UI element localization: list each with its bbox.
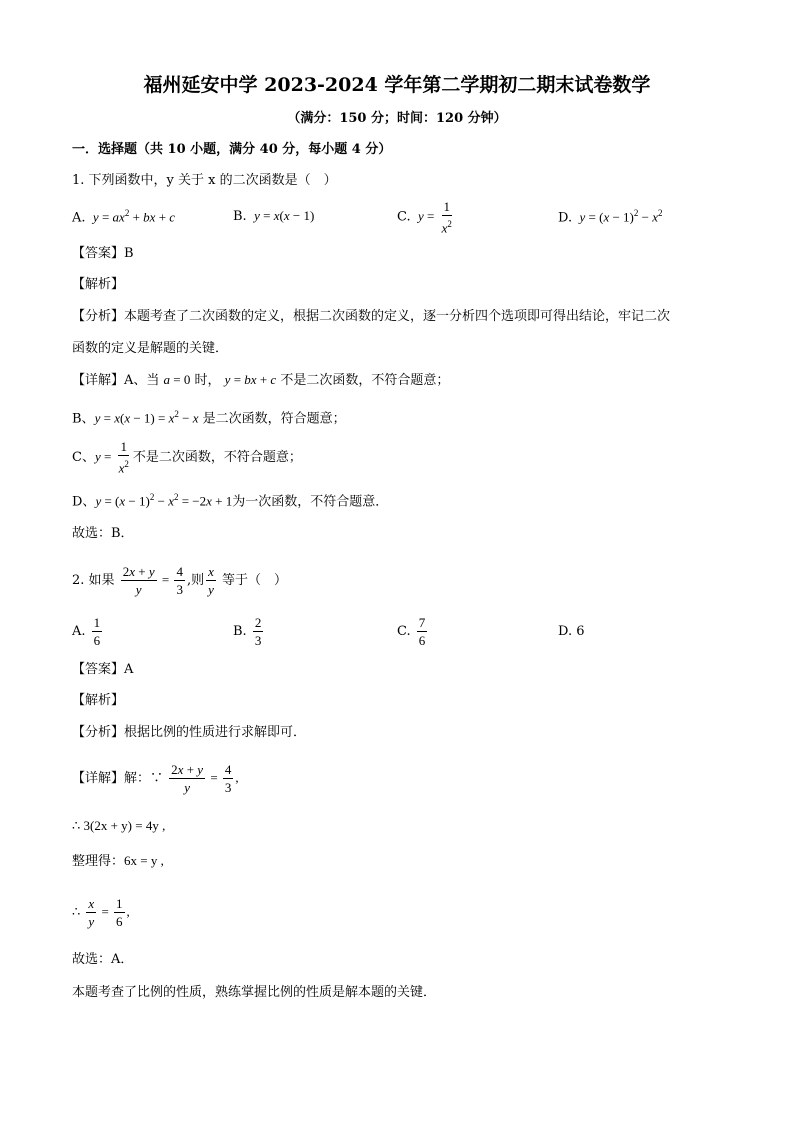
q1-answer: 【答案】B: [72, 246, 134, 261]
q1-detail-d: D、$y = (x - 1)^2 - x^2 = -2x + 1$为一次函数，不符合题意．: [72, 492, 389, 510]
q2-detail: 【详解】解：∵ $\frac{2x + y}{y}$ = $\frac{4}{3}$ ,: [72, 762, 239, 795]
q1-analysis-tag: 【解析】: [72, 277, 125, 292]
section-heading: 一．选择题（共 10 小题，满分 40 分，每小题 4 分）: [72, 142, 392, 157]
q2-stem: 2. 如果 $\frac{2x + y}{y}$ = $\frac{4}{3}$ ,则 $\frac{x}{y}$ 等于（ ）: [72, 564, 288, 597]
q2-option-a: A. $\frac{1}{6}$: [72, 615, 101, 648]
q1-analysis-line1: 【分析】本题考查了二次函数的定义，根据二次函数的定义，逐一分析四个选项即可得出结论，牢记二次: [72, 309, 671, 324]
q1-option-a: A. $y = ax^2$ + bx + c: [72, 208, 176, 226]
q1-detail-c: C、y = $\frac{1}{x^2}$ 不是二次函数，不符合题意；: [72, 439, 302, 476]
q1-stem: 1. 下列函数中，y 关于 x 的二次函数是（ ）: [72, 173, 337, 188]
q2-choose: 故选：A．: [72, 952, 134, 967]
exam-info: （满分：150 分；时间：120 分钟）: [287, 111, 507, 126]
q2-analysis: 【分析】根据比例的性质进行求解即可．: [72, 725, 307, 740]
q2-option-c: C. $\frac{7}{6}$: [397, 615, 426, 648]
q1-option-d: D. $y = (x - 1)^2 - x^2$: [558, 208, 663, 226]
page-title: 福州延安中学 2023-2024 学年第二学期初二期末试卷数学: [143, 74, 651, 96]
q1-option-b: B. y = x(x − 1): [233, 208, 315, 224]
q1-detail-a: 【详解】A、当 a = 0 时， y = bx + c 不是二次函数，不符合题意；: [72, 372, 450, 388]
q1-analysis-line2: 函数的定义是解题的关键．: [72, 341, 229, 356]
q2-answer: 【答案】A: [72, 662, 134, 677]
q1-detail-b: B、$y = x(x - 1) = x^2 - x$ 是二次函数，符合题意；: [72, 409, 346, 427]
q2-option-d: D. 6: [558, 624, 585, 639]
q2-analysis-tag: 【解析】: [72, 693, 125, 708]
q2-step2: 整理得：6x = y ,: [72, 853, 164, 869]
q1-option-c: C. y = $\frac{1}{x^2}$: [397, 199, 452, 236]
q2-step3: ∴ $\frac{x}{y}$ = $\frac{1}{6}$ ,: [72, 896, 130, 929]
q2-option-b: B. $\frac{2}{3}$: [233, 615, 262, 648]
q2-step1: ∴ 3(2x + y) = 4y ,: [72, 818, 166, 833]
q1-choose: 故选：B．: [72, 526, 134, 541]
q2-summary: 本题考查了比例的性质，熟练掌握比例的性质是解本题的关键．: [72, 985, 437, 1000]
